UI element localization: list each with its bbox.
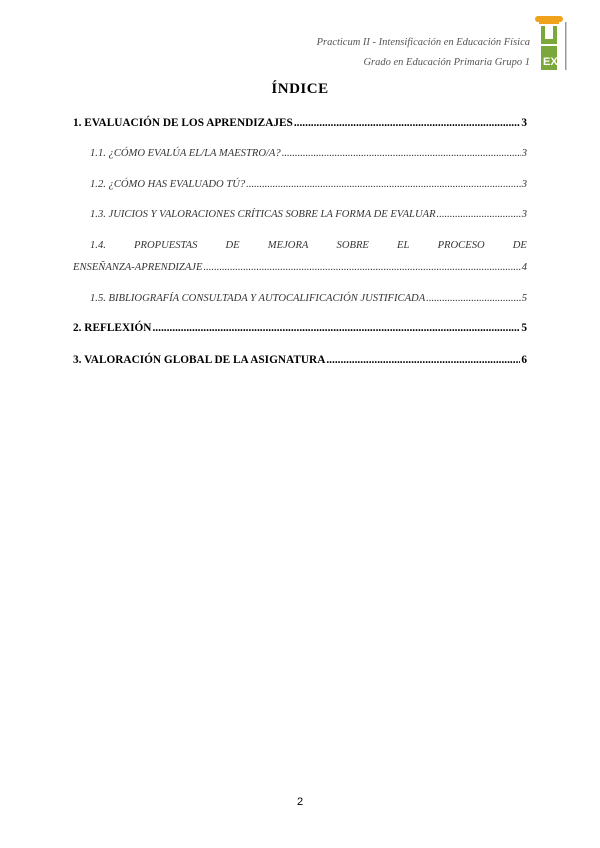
uex-logo bbox=[535, 16, 569, 74]
header-degree: Grado en Educación Primaria Grupo 1 bbox=[363, 57, 530, 68]
svg-text:EX: EX bbox=[543, 56, 558, 68]
page-number: 2 bbox=[296, 796, 304, 808]
toc-entry-2[interactable]: 2. REFLEXIÓN ..... 5 bbox=[73, 322, 527, 334]
toc-entry-1-4-line2[interactable]: ENSEÑANZA-APRENDIZAJE ..... 4 bbox=[73, 262, 527, 273]
index-title: ÍNDICE bbox=[271, 81, 329, 97]
toc-entry-1-5[interactable]: 1.5. BIBLIOGRAFÍA CONSULTADA Y AUTOCALIFICACIÓN JUSTIFICADA ..... 5 bbox=[73, 293, 527, 304]
toc-entry-1-2[interactable]: 1.2. ¿CÓMO HAS EVALUADO TÚ? ..... 3 bbox=[73, 179, 527, 190]
toc-entry-1[interactable]: 1. EVALUACIÓN DE LOS APRENDIZAJES ..... 3 bbox=[73, 117, 527, 129]
toc-entry-1-3[interactable]: 1.3. JUICIOS Y VALORACIONES CRÍTICAS SOBRE LA FORMA DE EVALUAR ..... 3 bbox=[73, 209, 527, 220]
document-header bbox=[317, 33, 530, 73]
toc-entry-1-4-line1[interactable]: 1.4. PROPUESTAS DE MEJORA SOBRE EL PROCESO DE bbox=[90, 240, 527, 251]
toc-entry-3[interactable]: 3. VALORACIÓN GLOBAL DE LA ASIGNATURA ..... 6 bbox=[73, 354, 527, 366]
toc-entry-1-1[interactable]: 1.1. ¿CÓMO EVALÚA EL/LA MAESTRO/A? ..... 3 bbox=[73, 148, 527, 159]
header-course: Practicum II - Intensificación en Educación Física bbox=[316, 37, 530, 48]
